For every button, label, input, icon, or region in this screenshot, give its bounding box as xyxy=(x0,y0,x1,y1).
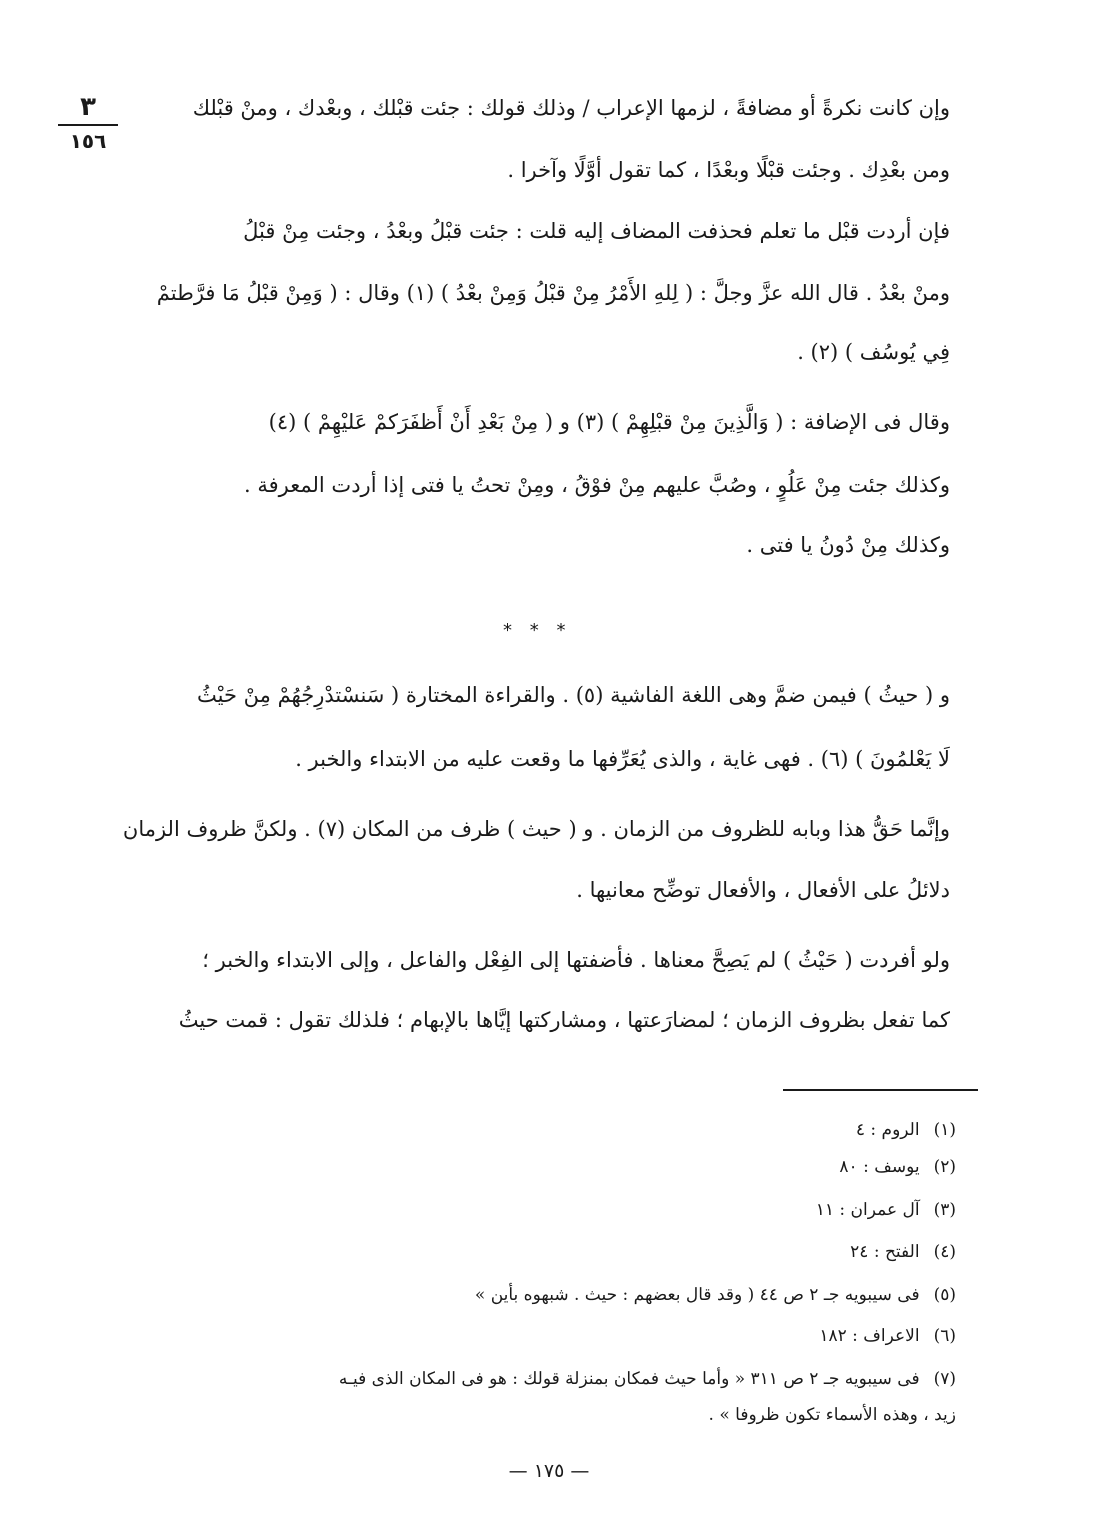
paragraph-1-line-1: وإن كانت نكرةً أو مضافةً ، لزمها الإعراب / وذلك قولك : جئت قبْلك ، وبعْدك ، ومنْ قبْلك xyxy=(192,96,950,120)
footnote-5 xyxy=(475,1283,956,1307)
paragraph-3-line-2: وكذلك جئت مِنْ عَلُوٍ ، وصُبَّ عليهم مِنْ فوْقُ ، ومِنْ تحتُ يا فتى إذا أردت المعرفة . xyxy=(244,473,950,497)
paragraph-2-line-2: ومنْ بعْدُ . قال الله عزَّ وجلَّ : ( لِلهِ الأَمْرُ مِنْ قبْلُ وَمِنْ بعْدُ ) (١) وقال : ( وَمِنْ قبْلُ مَا فرَّطتمْ xyxy=(156,281,950,305)
footnote-2 xyxy=(839,1155,956,1179)
paragraph-5-line-2: دلائلُ على الأفعال ، والأفعال توضِّح معانيها . xyxy=(576,878,950,902)
paragraph-4-line-2: لَا يَعْلمُونَ ) (٦) . فهى غاية ، والذى يُعَرِّفها ما وقعت عليه من الابتداء والخبر . xyxy=(295,747,950,771)
paragraph-2-line-3: فِي يُوسُف ) (٢) . xyxy=(797,340,950,364)
footnote-number: (٥) xyxy=(933,1285,956,1305)
paragraph-3-line-3: وكذلك مِنْ دُونُ يا فتى . xyxy=(746,533,950,557)
footnote-divider xyxy=(783,1089,978,1091)
footnote-text: الروم : ٤ xyxy=(855,1120,920,1140)
footnote-number: (٧) xyxy=(933,1369,956,1389)
footnote-text: الفتح : ٢٤ xyxy=(850,1242,920,1262)
footnote-number: (٣) xyxy=(933,1200,956,1220)
paragraph-4-line-1: و ( حيثُ ) فيمن ضمَّ وهى اللغة الفاشية (٥) . والقراءة المختارة ( سَنسْتدْرِجُهُمْ مِنْ حَيْثُ xyxy=(197,683,950,707)
paragraph-6-line-2: كما تفعل بظروف الزمان ؛ لمضارَعتها ، ومشاركتها إيَّاها بالإبهام ؛ فلذلك تقول : قمت حيثُ xyxy=(178,1008,950,1032)
footnote-text: فى سيبويه جـ ٢ ص ٤٤ ( وقد قال بعضهم : حيث . شبهوه بأين » xyxy=(474,1285,920,1305)
footnote-text: يوسف : ٨٠ xyxy=(839,1157,920,1177)
footnote-number: (٢) xyxy=(933,1157,956,1177)
footnote-number: (٦) xyxy=(933,1326,956,1346)
margin-reference xyxy=(58,92,118,156)
paragraph-5-line-1: وإنَّما حَقُّ هذا وبابه للظروف من الزمان . و ( حيث ) ظرف من المكان (٧) . ولكنَّ ظروف الزمان xyxy=(122,817,950,841)
paragraph-1-line-2: ومن بعْدِك . وجئت قبْلًا وبعْدًا ، كما تقول أوَّلًا وآخرا . xyxy=(507,158,950,182)
footnote-text: فى سيبويه جـ ٢ ص ٣١١ « وأما حيث فمكان بمنزلة قولك : هو فى المكان الذى فيـه xyxy=(338,1369,920,1389)
footnote-3 xyxy=(816,1198,956,1222)
footnote-number: (٤) xyxy=(933,1242,956,1262)
margin-reference-bottom: ١٥٦ xyxy=(69,129,107,153)
footnote-7-continued xyxy=(709,1403,956,1427)
paragraph-6-line-1: ولو أفردت ( حَيْثُ ) لم يَصِحَّ معناها . فأضفتها إلى الفِعْل والفاعل ، وإلى الابتداء والخبر ؛ xyxy=(202,948,950,972)
margin-reference-top: ٣ xyxy=(58,92,118,126)
page-number: — ١٧٥ — xyxy=(508,1460,590,1482)
footnote-text: زيد ، وهذه الأسماء تكون ظروفا » . xyxy=(708,1405,956,1425)
footnote-7 xyxy=(339,1367,956,1391)
footnote-1 xyxy=(856,1118,956,1142)
footnote-number: (١) xyxy=(933,1120,956,1140)
footnote-text: آل عمران : ١١ xyxy=(815,1200,920,1220)
section-separator: * * * xyxy=(503,620,572,641)
footnote-4 xyxy=(850,1240,956,1264)
footnote-6 xyxy=(819,1324,956,1348)
paragraph-3-line-1: وقال فى الإضافة : ( وَالَّذِينَ مِنْ قبْلِهِمْ ) (٣) و ( مِنْ بَعْدِ أَنْ أَظفَرَكمْ عَليْهِمْ ) (٤) xyxy=(268,410,950,434)
paragraph-2-line-1: فإن أردت قبْل ما تعلم فحذفت المضاف إليه قلت : جئت قبْلُ وبعْدُ ، وجئت مِنْ قبْلُ xyxy=(243,219,950,243)
footnote-text: الاعراف : ١٨٢ xyxy=(819,1326,920,1346)
